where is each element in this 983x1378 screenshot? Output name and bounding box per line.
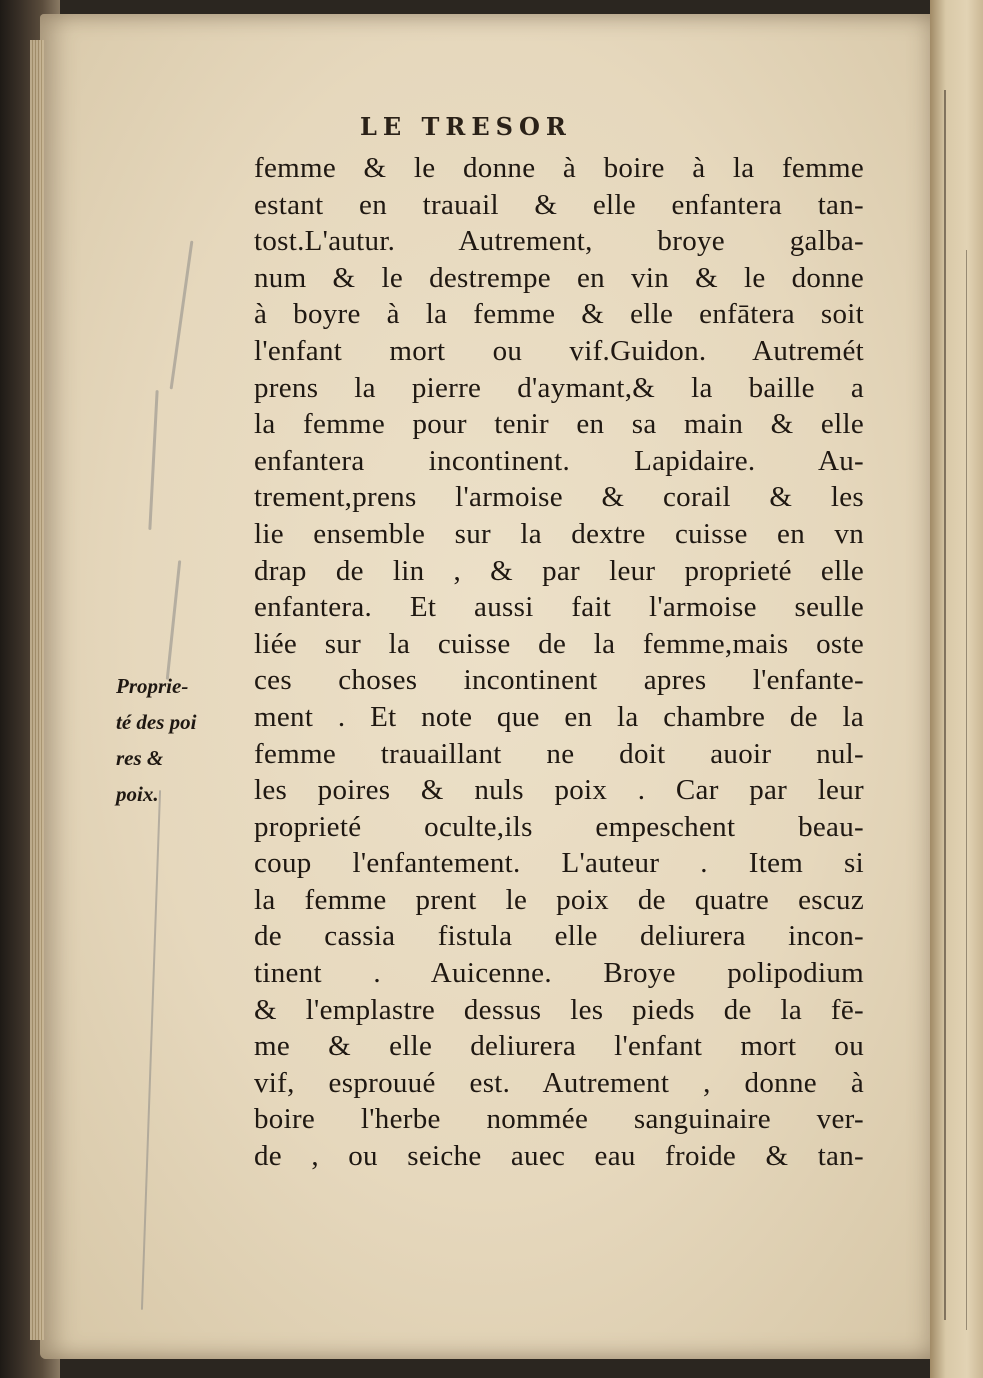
text-line: prens la pierre d'aymant,& la baille a bbox=[254, 371, 864, 404]
running-head: LE TRESOR bbox=[360, 112, 572, 141]
text-line: boire l'herbe nommée sanguinaire ver- bbox=[254, 1103, 864, 1136]
text-line: drap de lin , & par leur proprieté elle bbox=[254, 554, 864, 587]
margin-note bbox=[116, 668, 256, 812]
text-line: de , ou seiche auec eau froide & tan- bbox=[254, 1140, 864, 1173]
text-line: femme trauaillant ne doit auoir nul- bbox=[254, 737, 864, 770]
text-line: vif, esprouué est. Autrement , donne à bbox=[254, 1066, 864, 1099]
text-line: la femme pour tenir en sa main & elle bbox=[254, 408, 864, 441]
text-line: enfantera incontinent. Lapidaire. Au- bbox=[254, 444, 864, 477]
text-block bbox=[254, 150, 864, 1175]
text-line: ment . Et note que en la chambre de la bbox=[254, 700, 864, 733]
text-line: proprieté oculte,ils empeschent beau- bbox=[254, 810, 864, 843]
margin-note-line: res & bbox=[116, 746, 164, 770]
margin-note-line: poix. bbox=[116, 782, 159, 806]
text-line: estant en trauail & elle enfantera tan- bbox=[254, 188, 864, 221]
text-line: l'enfant mort ou vif.Guidon. Autremét bbox=[254, 334, 864, 367]
text-line: la femme prent le poix de quatre escuz bbox=[254, 883, 864, 916]
text-line: tost.L'autur. Autrement, broye galba- bbox=[254, 225, 864, 258]
text-line: les poires & nuls poix . Car par leur bbox=[254, 774, 864, 807]
text-line: num & le destrempe en vin & le donne bbox=[254, 261, 864, 294]
text-line: lie ensemble sur la dextre cuisse en vn bbox=[254, 517, 864, 550]
text-line: liée sur la cuisse de la femme,mais oste bbox=[254, 627, 864, 660]
text-line: me & elle deliurera l'enfant mort ou bbox=[254, 1030, 864, 1063]
gutter-shadow-line bbox=[944, 90, 946, 1320]
text-line: & l'emplastre dessus les pieds de la fē- bbox=[254, 993, 864, 1026]
margin-note-line: té des poi bbox=[116, 710, 197, 734]
margin-note-line: Proprie- bbox=[116, 674, 189, 698]
text-line: coup l'enfantement. L'auteur . Item si bbox=[254, 847, 864, 880]
gutter-shadow-line bbox=[966, 250, 967, 1330]
text-line: ces choses incontinent apres l'enfante- bbox=[254, 664, 864, 697]
text-line: tinent . Auicenne. Broye polipodium bbox=[254, 957, 864, 990]
text-line: trement,prens l'armoise & corail & les bbox=[254, 481, 864, 514]
text-line: enfantera. Et aussi fait l'armoise seulle bbox=[254, 591, 864, 624]
text-line: à boyre à la femme & elle enfātera soit bbox=[254, 298, 864, 331]
page-edges bbox=[30, 40, 44, 1340]
text-line: de cassia fistula elle deliurera incon- bbox=[254, 920, 864, 953]
book-gutter bbox=[930, 0, 983, 1378]
text-line: femme & le donne à boire à la femme bbox=[254, 152, 864, 184]
